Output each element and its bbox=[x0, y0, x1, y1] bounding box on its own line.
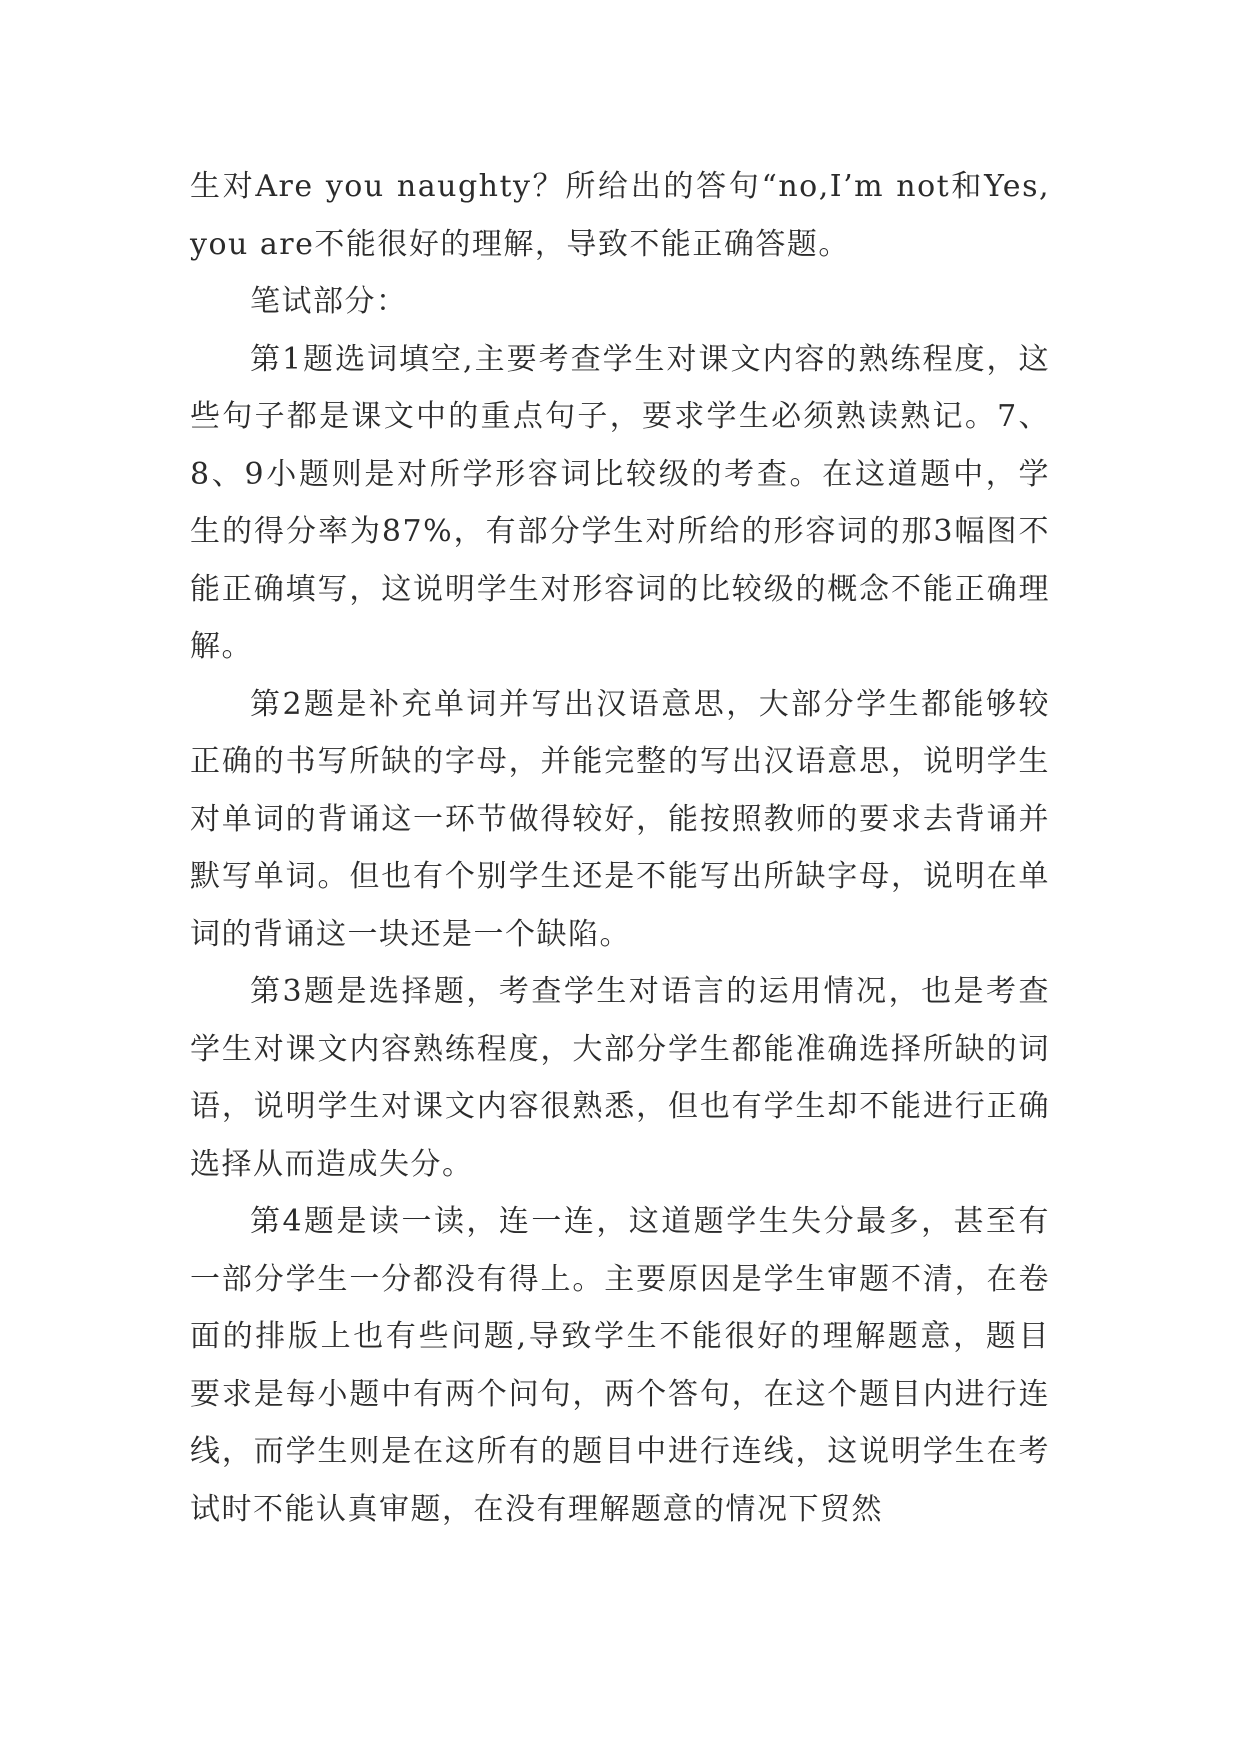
paragraph-question-4: 第4题是读一读，连一连，这道题学生失分最多，甚至有一部分学生一分都没有得上。主要原因是学生审题不清，在卷面的排版上也有些问题,导致学生不能很好的理解题意，题目要求是每小题中有两个问句，两个答句，在这个题目内进行连线，而学生则是在这所有的题目中进行连线，这说明学生在考试时不能认真审题，在没有理解题意的情况下贸然 bbox=[190, 1204, 1050, 1527]
paragraph-question-1: 第1题选词填空,主要考查学生对课文内容的熟练程度，这些句子都是课文中的重点句子，要求学生必须熟读熟记。7、8、9小题则是对所学形容词比较级的考查。在这道题中，学生的得分率为87%，有部分学生对所给的形容词的那3幅图不能正确填写，这说明学生对形容词的比较级的概念不能正确理解。 bbox=[190, 341, 1050, 664]
document-body bbox=[190, 158, 1050, 1538]
paragraph-continuation: 生对Are you naughty？所给出的答句“no,I’m not和Yes, you are不能很好的理解，导致不能正确答题。 bbox=[190, 169, 1050, 262]
paragraph-question-2: 第2题是补充单词并写出汉语意思，大部分学生都能够较正确的书写所缺的字母，并能完整的写出汉语意思，说明学生对单词的背诵这一环节做得较好，能按照教师的要求去背诵并默写单词。但也有个别学生还是不能写出所缺字母，说明在单词的背诵这一块还是一个缺陷。 bbox=[190, 686, 1050, 952]
paragraph-question-3: 第3题是选择题，考查学生对语言的运用情况，也是考查学生对课文内容熟练程度，大部分学生都能准确选择所缺的词语，说明学生对课文内容很熟悉，但也有学生却不能进行正确选择从而造成失分。 bbox=[190, 974, 1050, 1182]
section-heading-written-part: 笔试部分： bbox=[250, 284, 408, 319]
